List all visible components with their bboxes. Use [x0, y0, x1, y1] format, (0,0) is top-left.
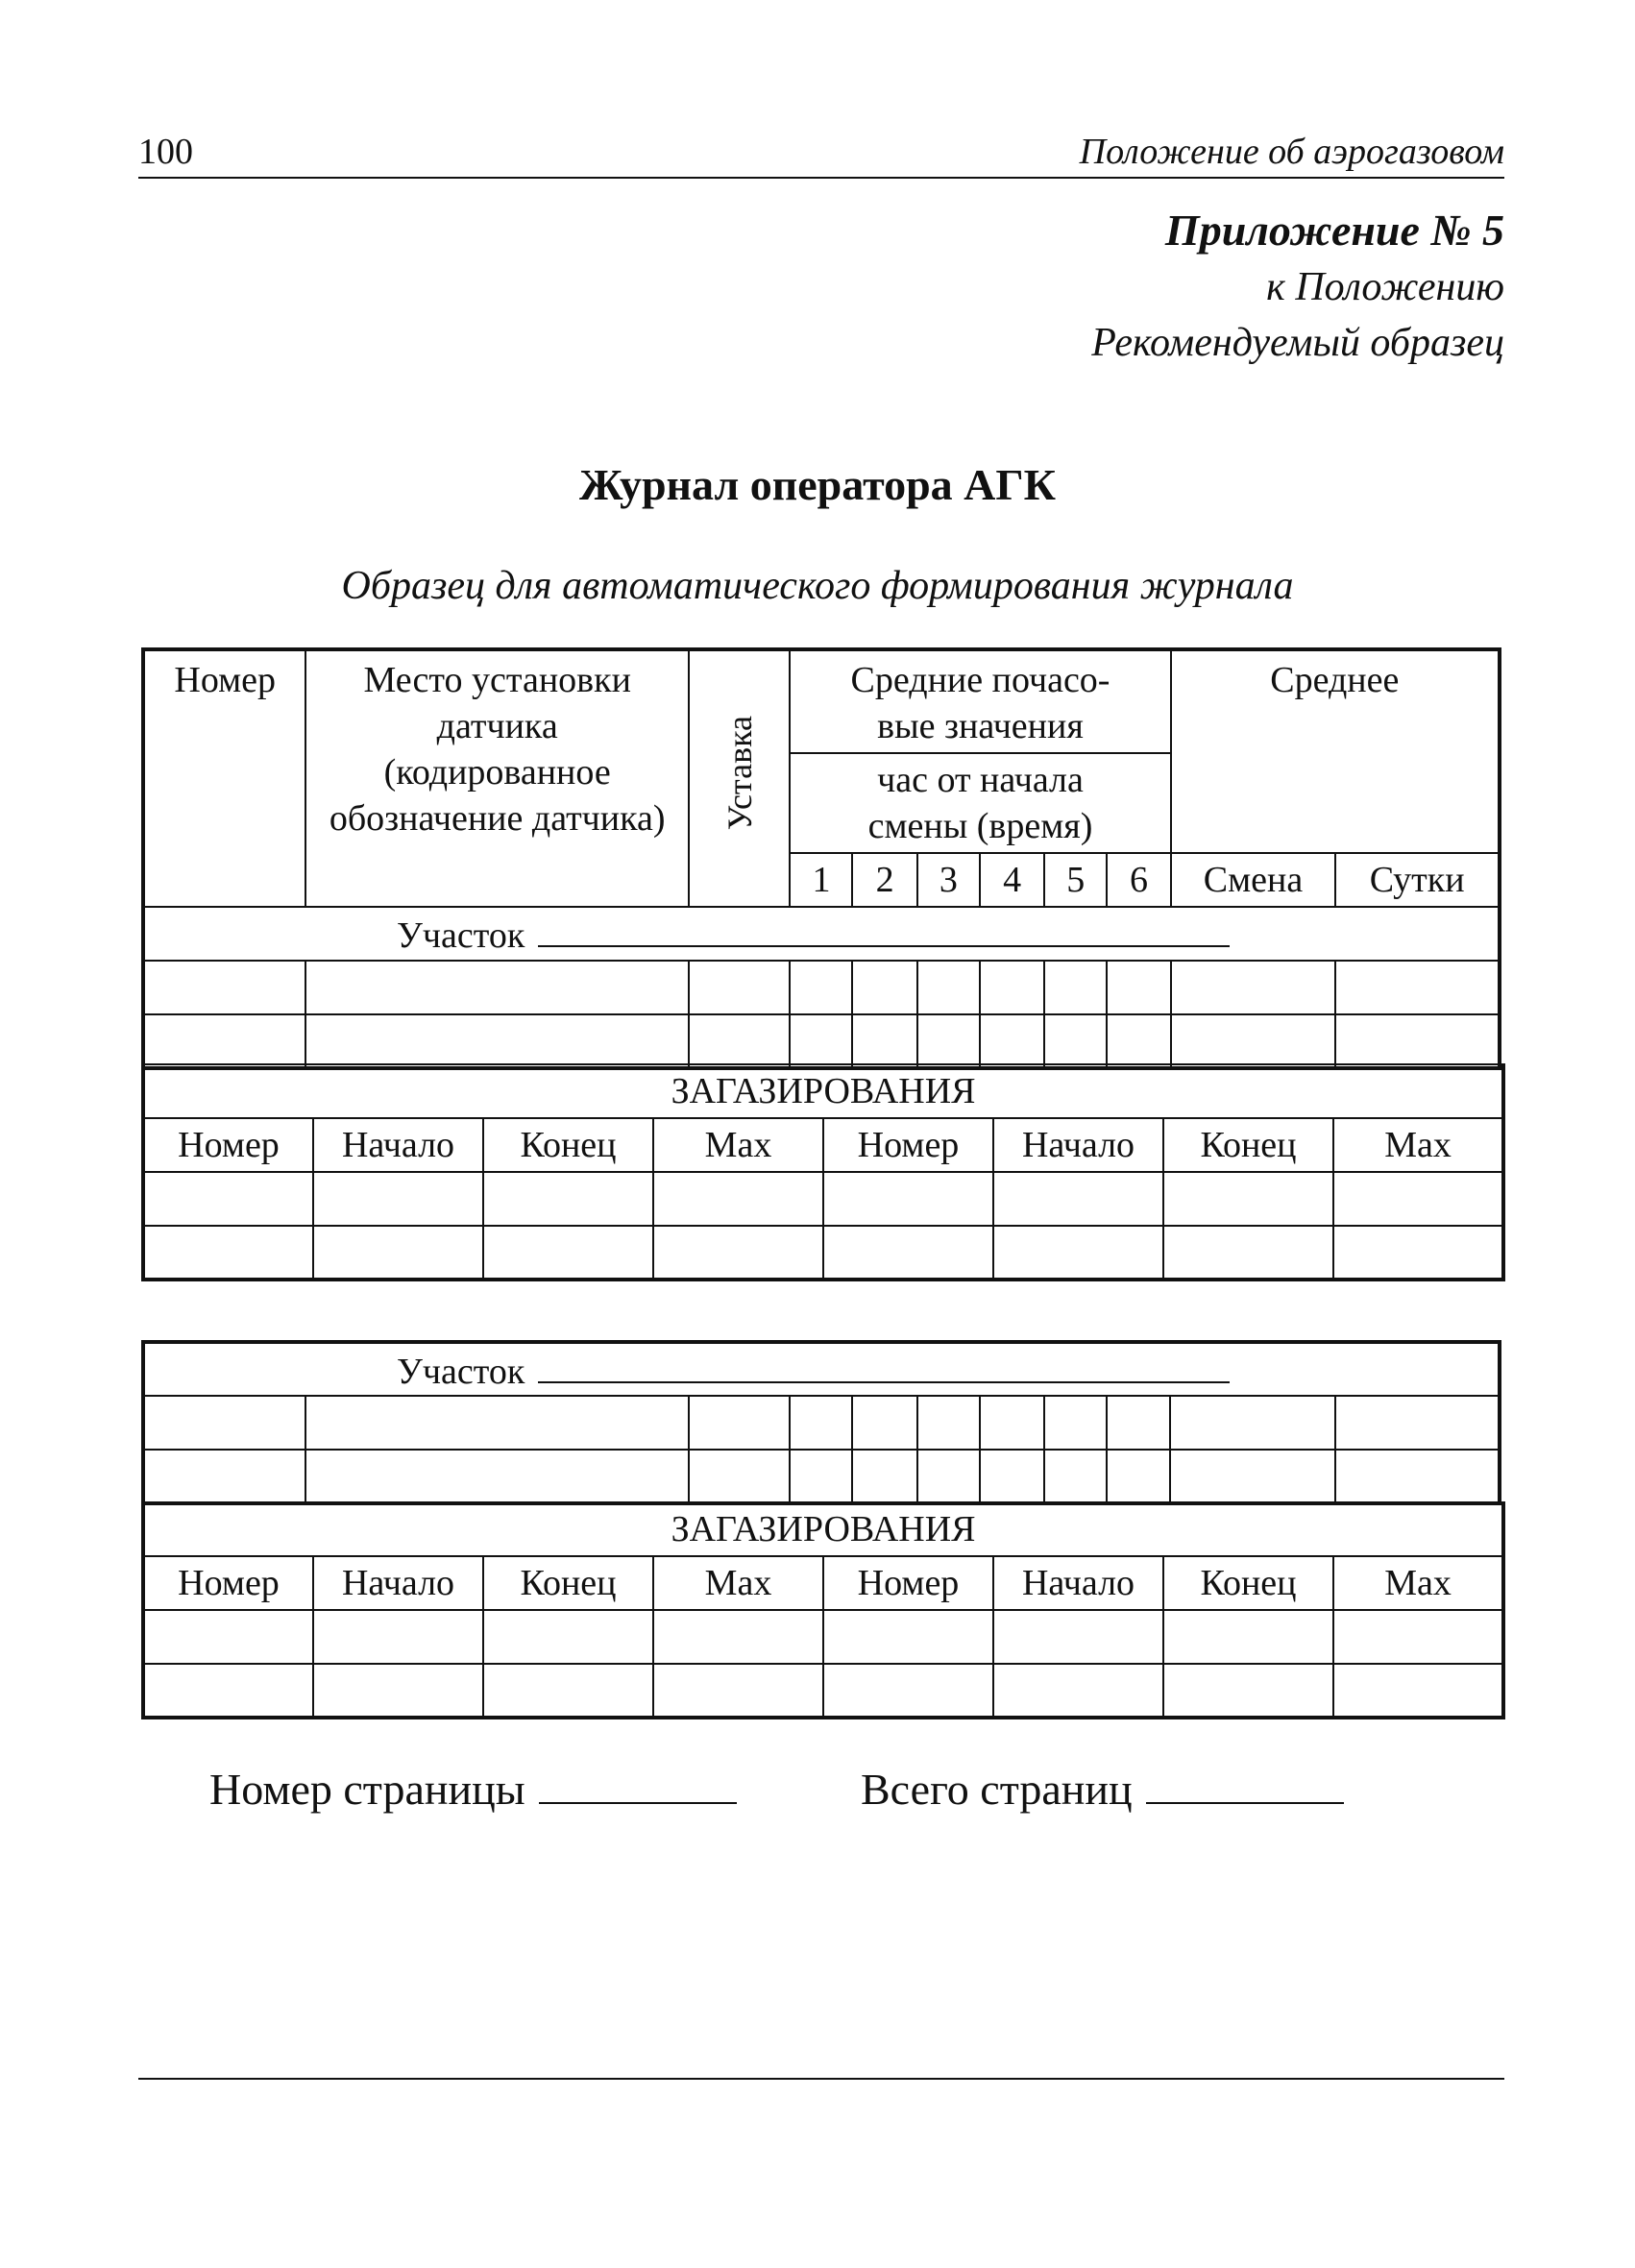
cell[interactable] — [653, 1610, 823, 1664]
total-pages-blank[interactable] — [1146, 1768, 1344, 1804]
cell[interactable] — [689, 1450, 790, 1503]
cell[interactable] — [1335, 1396, 1500, 1450]
gassing-header-end: Конец — [1163, 1118, 1333, 1172]
cell[interactable] — [1044, 1450, 1107, 1503]
cell[interactable] — [790, 1014, 852, 1068]
page-number-blank[interactable] — [539, 1768, 737, 1804]
cell[interactable] — [1333, 1664, 1503, 1718]
gassing-header-max: Мах — [653, 1556, 823, 1610]
cell[interactable] — [1163, 1664, 1333, 1718]
total-pages-field — [861, 1764, 1344, 1815]
cell[interactable] — [823, 1610, 993, 1664]
cell[interactable] — [483, 1610, 653, 1664]
col-header-setpoint — [689, 649, 791, 907]
col-header-average: Среднее — [1171, 649, 1500, 853]
journal-table-1 — [141, 647, 1501, 1070]
cell[interactable] — [917, 1396, 980, 1450]
col-header-place — [305, 649, 688, 907]
hour-1: 1 — [790, 853, 852, 907]
hour-3: 3 — [917, 853, 980, 907]
section-row — [143, 907, 1500, 961]
col-header-shift: Смена — [1171, 853, 1336, 907]
cell[interactable] — [313, 1664, 483, 1718]
cell[interactable] — [1163, 1172, 1333, 1226]
gassing-title: ЗАГАЗИРОВАНИЯ — [143, 1502, 1503, 1556]
cell[interactable] — [1335, 1450, 1500, 1503]
cell[interactable] — [1107, 1396, 1170, 1450]
cell[interactable] — [1044, 1396, 1107, 1450]
gassing-header-number: Номер — [143, 1556, 313, 1610]
cell[interactable] — [305, 961, 688, 1014]
cell[interactable] — [483, 1226, 653, 1280]
cell[interactable] — [993, 1664, 1163, 1718]
appendix-block — [1091, 202, 1504, 371]
cell[interactable] — [823, 1172, 993, 1226]
cell[interactable] — [980, 1450, 1044, 1503]
cell[interactable] — [852, 1396, 916, 1450]
gassing-table-1 — [141, 1063, 1505, 1281]
cell[interactable] — [980, 961, 1044, 1014]
cell[interactable] — [143, 1014, 305, 1068]
cell[interactable] — [313, 1610, 483, 1664]
section-row — [143, 1342, 1500, 1396]
cell[interactable] — [993, 1172, 1163, 1226]
section-blank[interactable] — [538, 1345, 1230, 1383]
hour-5: 5 — [1044, 853, 1107, 907]
cell[interactable] — [852, 1014, 916, 1068]
page-number-label: Номер страницы — [209, 1765, 525, 1814]
setpoint-label: Уставка — [720, 715, 759, 831]
place-line-3: (кодированное — [383, 752, 611, 793]
gassing-header-number: Номер — [143, 1118, 313, 1172]
cell[interactable] — [993, 1610, 1163, 1664]
cell[interactable] — [143, 1172, 313, 1226]
cell[interactable] — [653, 1664, 823, 1718]
gassing-row — [143, 1226, 1503, 1280]
gassing-header-max: Мах — [1333, 1118, 1503, 1172]
cell[interactable] — [1333, 1172, 1503, 1226]
appendix-line-1: к Положению — [1266, 265, 1504, 309]
hour-4: 4 — [980, 853, 1044, 907]
total-pages-label: Всего страниц — [861, 1765, 1133, 1814]
journal-subtitle: Образец для автоматического формирования журнала — [341, 564, 1294, 608]
cell[interactable] — [993, 1226, 1163, 1280]
cell[interactable] — [1333, 1226, 1503, 1280]
cell[interactable] — [1107, 961, 1170, 1014]
cell[interactable] — [689, 961, 791, 1014]
section-label: Участок — [397, 915, 525, 956]
cell[interactable] — [980, 1396, 1044, 1450]
cell[interactable] — [653, 1172, 823, 1226]
cell[interactable] — [917, 961, 980, 1014]
cell[interactable] — [143, 1664, 313, 1718]
gassing-table-2 — [141, 1501, 1505, 1719]
gassing-header-max: Мах — [653, 1118, 823, 1172]
cell[interactable] — [689, 1014, 791, 1068]
header-rule — [138, 177, 1504, 179]
journal-title: Журнал оператора АГК — [578, 460, 1056, 509]
data-row — [143, 1450, 1500, 1503]
gassing-header-end: Конец — [1163, 1556, 1333, 1610]
hour-from-line-1: час от начала — [877, 760, 1084, 800]
cell[interactable] — [483, 1664, 653, 1718]
cell[interactable] — [1170, 1450, 1335, 1503]
cell[interactable] — [790, 1450, 852, 1503]
cell[interactable] — [980, 1014, 1044, 1068]
cell[interactable] — [689, 1396, 790, 1450]
cell[interactable] — [852, 961, 916, 1014]
cell[interactable] — [305, 1396, 688, 1450]
gassing-header-start: Начало — [993, 1556, 1163, 1610]
cell[interactable] — [1044, 1014, 1107, 1068]
cell[interactable] — [305, 1014, 688, 1068]
gassing-row — [143, 1664, 1503, 1718]
cell[interactable] — [305, 1450, 688, 1503]
section-label: Участок — [397, 1351, 525, 1392]
cell[interactable] — [313, 1226, 483, 1280]
gassing-header-end: Конец — [483, 1118, 653, 1172]
section-blank[interactable] — [538, 909, 1230, 947]
cell[interactable] — [917, 1014, 980, 1068]
page-number-field — [209, 1764, 737, 1815]
cell[interactable] — [143, 1450, 305, 1503]
data-row — [143, 961, 1500, 1014]
data-row — [143, 1396, 1500, 1450]
cell[interactable] — [1107, 1450, 1170, 1503]
cell[interactable] — [1163, 1226, 1333, 1280]
cell[interactable] — [823, 1226, 993, 1280]
hour-2: 2 — [852, 853, 916, 907]
cell[interactable] — [823, 1664, 993, 1718]
cell[interactable] — [143, 1226, 313, 1280]
hourly-line-2: вые значения — [877, 706, 1084, 746]
running-title: Положение об аэрогазовом — [1079, 132, 1504, 172]
hourly-line-1: Средние почасо- — [850, 660, 1110, 700]
cell[interactable] — [653, 1226, 823, 1280]
cell[interactable] — [917, 1450, 980, 1503]
cell[interactable] — [1333, 1610, 1503, 1664]
hour-6: 6 — [1107, 853, 1170, 907]
gassing-row — [143, 1172, 1503, 1226]
col-header-number: Номер — [143, 649, 305, 907]
cell[interactable] — [143, 1610, 313, 1664]
page-number: 100 — [138, 132, 193, 172]
gassing-header-number: Номер — [823, 1118, 993, 1172]
place-line-2: датчика — [436, 706, 558, 746]
bottom-rule — [138, 2078, 1504, 2080]
gassing-header-start: Начало — [993, 1118, 1163, 1172]
cell[interactable] — [1044, 961, 1107, 1014]
gassing-header-number: Номер — [823, 1556, 993, 1610]
gassing-header-start: Начало — [313, 1118, 483, 1172]
gassing-row — [143, 1610, 1503, 1664]
cell[interactable] — [483, 1172, 653, 1226]
cell[interactable] — [1170, 1396, 1335, 1450]
cell[interactable] — [790, 961, 852, 1014]
journal-table-2 — [141, 1340, 1501, 1505]
cell[interactable] — [1335, 961, 1500, 1014]
hour-from-line-2: смены (время) — [867, 806, 1093, 846]
cell[interactable] — [143, 961, 305, 1014]
data-row — [143, 1014, 1500, 1068]
cell[interactable] — [1171, 961, 1336, 1014]
place-line-4: обозначение датчика) — [329, 798, 666, 839]
cell[interactable] — [852, 1450, 916, 1503]
cell[interactable] — [790, 1396, 852, 1450]
place-line-1: Место установки — [363, 660, 631, 700]
cell[interactable] — [1107, 1014, 1170, 1068]
col-header-hour-from — [790, 753, 1170, 853]
cell[interactable] — [1163, 1610, 1333, 1664]
cell[interactable] — [1335, 1014, 1500, 1068]
appendix-line-2: Рекомендуемый образец — [1091, 321, 1504, 365]
cell[interactable] — [313, 1172, 483, 1226]
col-header-day: Сутки — [1335, 853, 1500, 907]
cell[interactable] — [143, 1396, 305, 1450]
gassing-header-start: Начало — [313, 1556, 483, 1610]
gassing-header-max: Мах — [1333, 1556, 1503, 1610]
appendix-title: Приложение № 5 — [1164, 206, 1504, 255]
gassing-header-end: Конец — [483, 1556, 653, 1610]
gassing-title: ЗАГАЗИРОВАНИЯ — [143, 1064, 1503, 1118]
cell[interactable] — [1171, 1014, 1336, 1068]
col-header-hourly — [790, 649, 1170, 753]
